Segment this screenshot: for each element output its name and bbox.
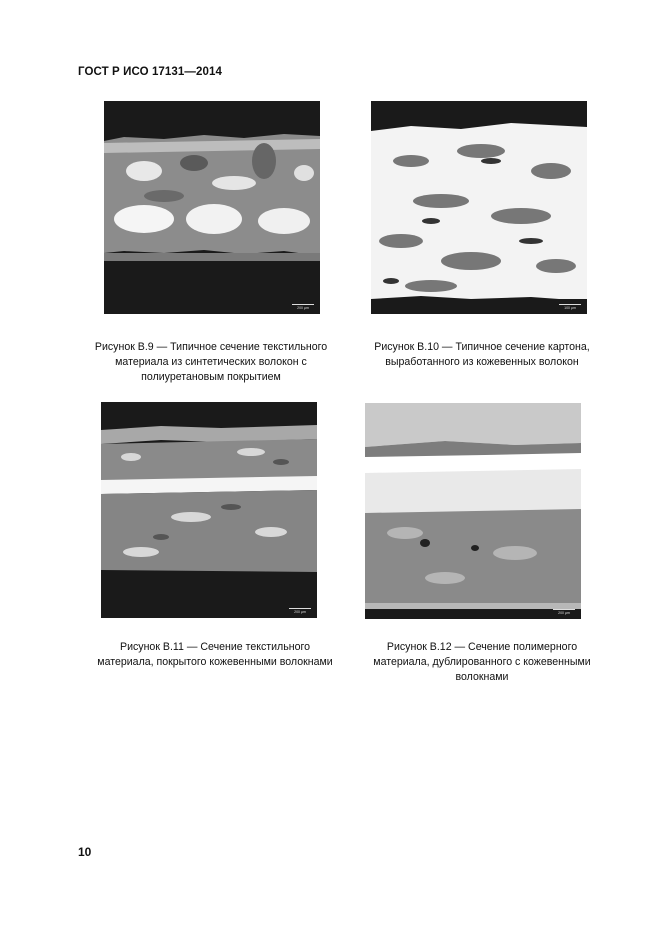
figure-caption-b10: Рисунок В.10 — Типичное сечение картона, выработанного из кожевенных волокон [374,341,590,368]
document-header: ГОСТ Р ИСО 17131—2014 [78,66,223,78]
scale-bar: 200 µm [553,609,575,615]
scale-bar: 100 µm [559,304,581,310]
figure-caption-b11: Рисунок В.11 — Сечение текстильного материала, покрытого кожевенными волокнами [97,641,333,668]
micrograph-b10 [371,101,587,314]
micrograph-b9 [104,101,320,314]
scale-bar: 200 µm [289,608,311,614]
micrograph-b11 [101,402,317,618]
micrograph-b12 [365,403,581,619]
figure-caption-b9: Рисунок В.9 — Типичное сечение текстильного материала из синтетических волокон с полиуретановым покрытием [94,341,328,383]
scale-bar: 200 µm [292,304,314,310]
figure-caption-b12: Рисунок В.12 — Сечение полимерного материала, дублированного с кожевенными волокнами [373,641,591,683]
page-number: 10 [78,845,92,859]
